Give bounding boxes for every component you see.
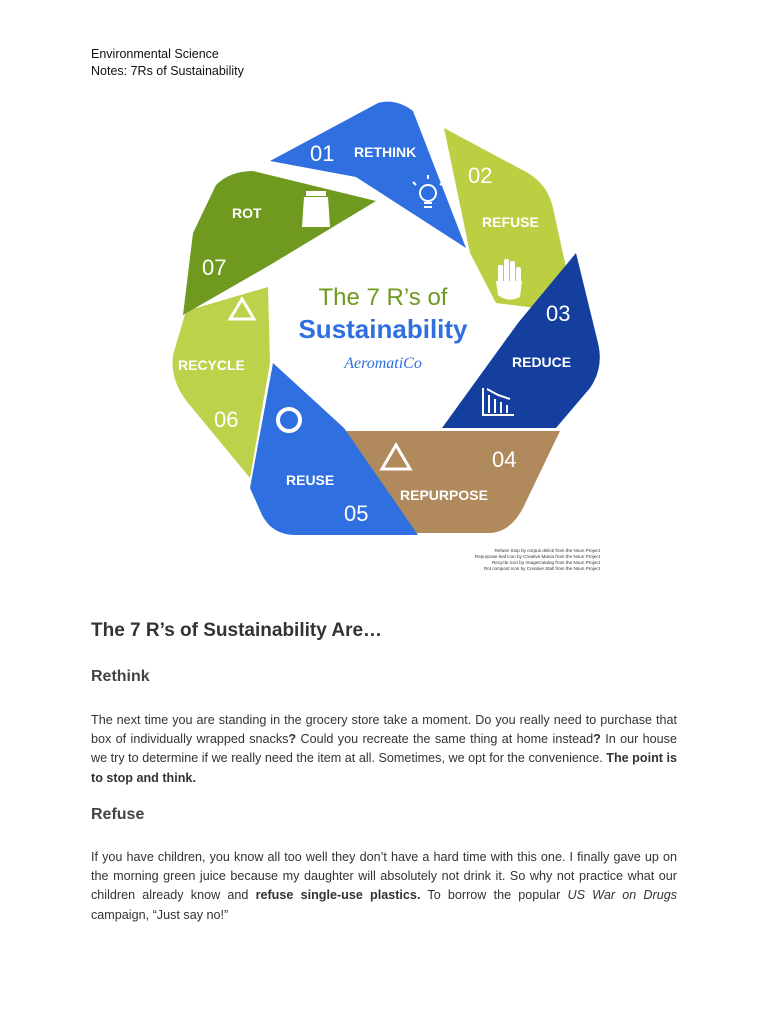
article-title: The 7 R’s of Sustainability Are… xyxy=(91,620,383,641)
label-recycle: RECYCLE xyxy=(178,357,245,373)
text: In our house we try to determine if we really need the item at all. Sometimes, we opt for the convenience. xyxy=(91,732,677,766)
text: If you have children, you know all too well they don’t have a hard time with this one. I finally gave up on the morning green juice because my daughter will absolutely not drink it. So why not practice what our children already know and xyxy=(91,850,677,903)
num-04: 04 xyxy=(492,447,517,472)
document-header xyxy=(91,46,244,80)
infographic-svg xyxy=(158,93,608,575)
text: To borrow the popular xyxy=(420,888,568,903)
label-repurpose: REPURPOSE xyxy=(400,487,488,503)
segment-recycle xyxy=(173,287,270,478)
brand-name: AeromatiCo xyxy=(344,355,422,372)
label-rethink: RETHINK xyxy=(354,144,417,160)
paragraph-refuse xyxy=(91,848,677,925)
text: campaign, “Just say no!” xyxy=(91,907,229,922)
num-02: 02 xyxy=(468,163,493,188)
text-italic: US War on Drugs xyxy=(567,888,678,903)
num-03: 03 xyxy=(546,301,571,326)
center-subtitle: Sustainability xyxy=(298,314,468,344)
credit-line: Recycle icon by ImageCatalog from the Noun Project xyxy=(491,560,600,565)
credit-line: Repurpose leaf icon by Creative Mania from the Noun Project xyxy=(474,554,600,559)
num-05: 05 xyxy=(344,501,369,526)
heading-refuse: Refuse xyxy=(91,806,145,823)
credit-line: Refuse Stop by corpus delicti from the Noun Project xyxy=(494,548,600,553)
image-credits xyxy=(475,548,600,572)
num-07: 07 xyxy=(202,255,227,280)
label-reduce: REDUCE xyxy=(512,354,572,370)
center-title: The 7 R’s of xyxy=(318,284,448,311)
notes-title: Notes: 7Rs of Sustainability xyxy=(91,64,244,78)
label-rot: ROT xyxy=(232,205,262,221)
text-bold: refuse single-use plastics. xyxy=(255,888,421,903)
label-refuse: REFUSE xyxy=(482,214,539,230)
heading-rethink: Rethink xyxy=(91,668,150,685)
text-bold: ? xyxy=(288,732,297,747)
num-06: 06 xyxy=(214,407,239,432)
text: Could you recreate the same thing at home instead xyxy=(296,732,594,747)
label-reuse: REUSE xyxy=(286,472,335,488)
text-bold: The point is to stop and think. xyxy=(91,751,677,785)
paragraph-rethink xyxy=(91,711,677,788)
course-title: Environmental Science xyxy=(91,47,219,61)
text-bold: ? xyxy=(593,732,601,747)
credit-line: Rot compost icon by Creative Stall from the Noun Project xyxy=(483,566,600,571)
seven-rs-infographic xyxy=(158,93,608,575)
num-01: 01 xyxy=(310,141,335,166)
text: The next time you are standing in the grocery store take a moment. Do you really need to purchase that box of individually wrapped snacks xyxy=(91,713,677,747)
